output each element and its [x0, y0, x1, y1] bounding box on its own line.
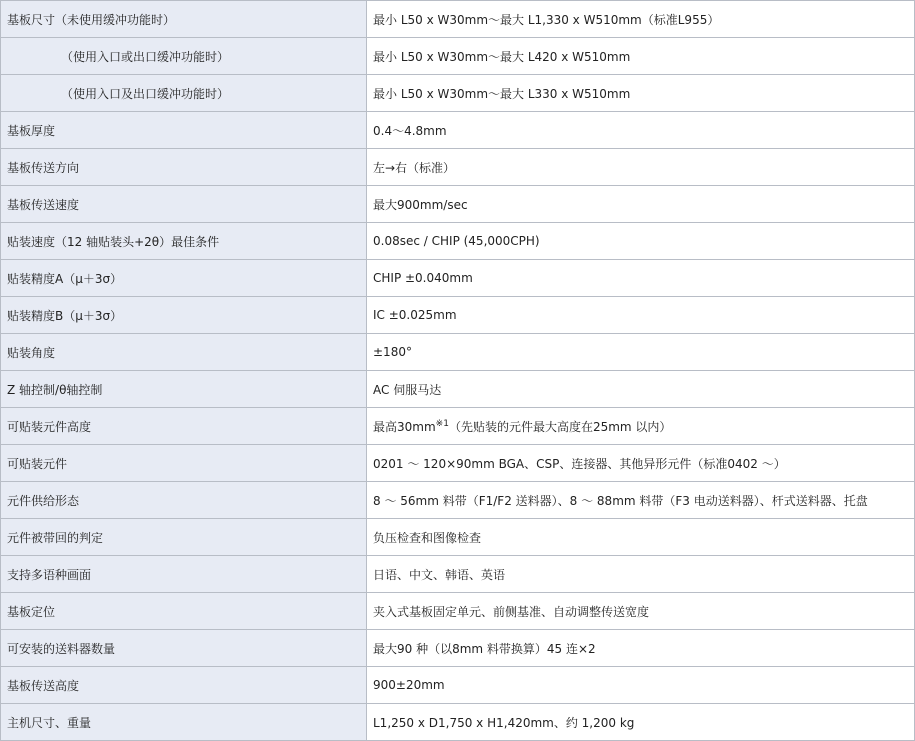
spec-value [367, 408, 915, 445]
spec-value: 900±20mm [367, 667, 915, 704]
spec-row [1, 593, 915, 630]
spec-value: AC 伺服马达 [367, 371, 915, 408]
spec-value: 最大900mm/sec [367, 186, 915, 223]
spec-row [1, 223, 915, 260]
spec-label: （使用入口或出口缓冲功能时） [1, 38, 367, 75]
spec-value: 负压检查和图像检查 [367, 519, 915, 556]
spec-label: 可安装的送料器数量 [1, 630, 367, 667]
spec-row [1, 75, 915, 112]
spec-label: 主机尺寸、重量 [1, 704, 367, 741]
spec-value: 左→右（标准） [367, 149, 915, 186]
spec-label: 基板定位 [1, 593, 367, 630]
spec-label: 贴装速度（12 轴贴装头+2θ）最佳条件 [1, 223, 367, 260]
spec-value: ±180° [367, 334, 915, 371]
spec-label: （使用入口及出口缓冲功能时） [1, 75, 367, 112]
spec-label: Z 轴控制/θ轴控制 [1, 371, 367, 408]
spec-row [1, 445, 915, 482]
spec-row [1, 260, 915, 297]
spec-label: 可贴装元件高度 [1, 408, 367, 445]
spec-label: 支持多语种画面 [1, 556, 367, 593]
spec-row [1, 112, 915, 149]
spec-row [1, 667, 915, 704]
spec-label: 元件供给形态 [1, 482, 367, 519]
spec-row [1, 482, 915, 519]
spec-value: CHIP ±0.040mm [367, 260, 915, 297]
spec-row [1, 704, 915, 741]
spec-value: L1,250 x D1,750 x H1,420mm、约 1,200 kg [367, 704, 915, 741]
spec-value: 最小 L50 x W30mm～最大 L330 x W510mm [367, 75, 915, 112]
spec-row [1, 334, 915, 371]
spec-row [1, 38, 915, 75]
spec-label: 基板传送方向 [1, 149, 367, 186]
spec-row [1, 371, 915, 408]
value-main: 最高30mm [373, 419, 436, 434]
spec-label: 基板厚度 [1, 112, 367, 149]
spec-label: 贴装角度 [1, 334, 367, 371]
spec-value: 8 ～ 56mm 料带（F1/F2 送料器）、8 ～ 88mm 料带（F3 电动送料器）、杆式送料器、托盘 [367, 482, 915, 519]
spec-label: 贴装精度B（μ＋3σ） [1, 297, 367, 334]
spec-label: 基板传送速度 [1, 186, 367, 223]
spec-label: 贴装精度A（μ＋3σ） [1, 260, 367, 297]
value-note: （先贴装的元件最大高度在25mm 以内） [448, 419, 672, 434]
spec-value: 夹入式基板固定单元、前侧基准、自动调整传送宽度 [367, 593, 915, 630]
spec-row [1, 630, 915, 667]
spec-row [1, 408, 915, 445]
spec-label: 基板传送高度 [1, 667, 367, 704]
spec-label: 基板尺寸（未使用缓冲功能时） [1, 1, 367, 38]
spec-row [1, 1, 915, 38]
spec-value: IC ±0.025mm [367, 297, 915, 334]
spec-value: 最小 L50 x W30mm～最大 L420 x W510mm [367, 38, 915, 75]
spec-value: 0.4～4.8mm [367, 112, 915, 149]
spec-label: 可贴装元件 [1, 445, 367, 482]
spec-row [1, 556, 915, 593]
spec-value: 最大90 种（以8mm 料带换算）45 连×2 [367, 630, 915, 667]
spec-value: 日语、中文、韩语、英语 [367, 556, 915, 593]
spec-value: 0.08sec / CHIP (45,000CPH) [367, 223, 915, 260]
spec-value: 最小 L50 x W30mm～最大 L1,330 x W510mm（标准L955） [367, 1, 915, 38]
spec-value: 0201 ～ 120×90mm BGA、CSP、连接器、其他异形元件（标准0402 ～） [367, 445, 915, 482]
spec-label: 元件被带回的判定 [1, 519, 367, 556]
spec-row [1, 186, 915, 223]
spec-row [1, 519, 915, 556]
spec-row [1, 149, 915, 186]
footnote-mark: ※1 [435, 418, 449, 429]
spec-row [1, 297, 915, 334]
